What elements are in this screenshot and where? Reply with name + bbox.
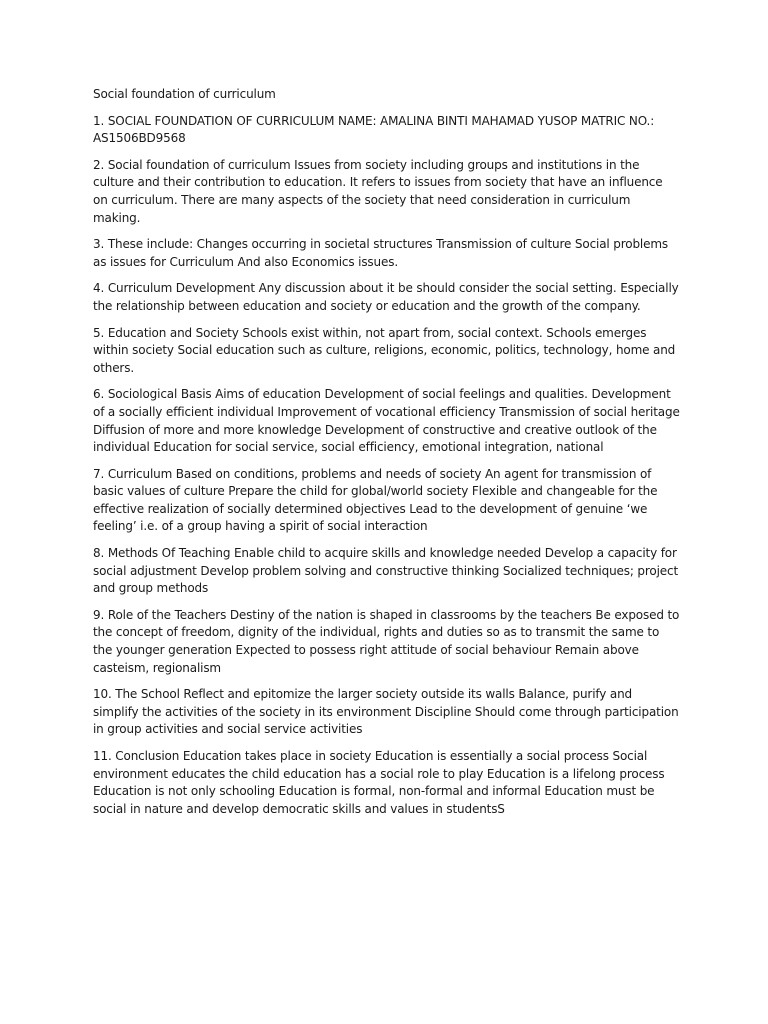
paragraph-7: 7. Curriculum Based on conditions, problems and needs of society An agent for transmission of basic values of culture Prepare the child for global/world society Flexible and changeable for the effective realization of socially determined objectives Lead to the development of genuine ‘we feeling’ i.e. of a group having a spirit of social interaction (93, 466, 658, 534)
paragraph-11: 11. Conclusion Education takes place in society Education is essentially a social process Social environment educates the child education has a social role to play Education is a lifelong process Education is not only schooling Education is formal, non-formal and informal Education must be social in nature and develop democratic skills and values in studentsS (93, 749, 665, 816)
paragraph-1: 1. SOCIAL FOUNDATION OF CURRICULUM NAME: AMALINA BINTI MAHAMAD YUSOP MATRIC NO.: AS1506BD9568 (93, 113, 655, 146)
paragraph-9: 9. Role of the Teachers Destiny of the nation is shaped in classrooms by the teachers Be exposed to the concept of freedom, dignity of the individual, rights and duties so as to transmit the same to the younger generation Expected to possess right attitude of social behaviour Remain above casteism, regionalism (93, 607, 680, 675)
paragraph-2: 2. Social foundation of curriculum Issues from society including groups and institutions in the culture and their contribution to education. It refers to issues from society that have an influence on curriculum. There are many aspects of the society that need consideration in curriculum making. (93, 157, 663, 225)
paragraph-8: 8. Methods Of Teaching Enable child to acquire skills and knowledge needed Develop a capacity for social adjustment Develop problem solving and constructive thinking Socialized techniques; project and group methods (93, 546, 679, 596)
paragraph-5: 5. Education and Society Schools exist within, not apart from, social context. Schools emerges within society Social education such as culture, religions, economic, politics, technology, home and others. (93, 325, 676, 375)
document-title: Social foundation of curriculum (93, 87, 276, 101)
paragraph-6: 6. Sociological Basis Aims of education Development of social feelings and qualities. Development of a socially efficient individual Improvement of vocational efficiency Transmission of social heritage Diffusion of more and more knowledge Development of constructive and creative outlook of the individual Education for social service, social efficiency, emotional integration, national (93, 387, 680, 455)
paragraph-10: 10. The School Reflect and epitomize the larger society outside its walls Balance, purify and simplify the activities of the society in its environment Discipline Should come through participation in group activities and social service activities (93, 687, 679, 737)
paragraph-3: 3. These include: Changes occurring in societal structures Transmission of culture Social problems as issues for Curriculum And also Economics issues. (93, 237, 668, 269)
paragraph-4: 4. Curriculum Development Any discussion about it be should consider the social setting. Especially the relationship between education and society or education and the growth of the company. (93, 281, 679, 313)
